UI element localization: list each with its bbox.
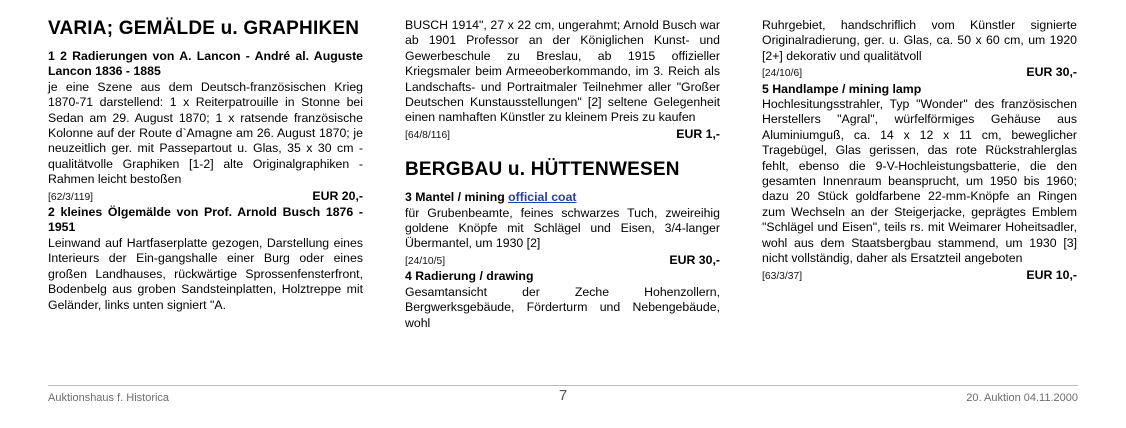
lot-price-5: EUR 10,-: [1026, 267, 1077, 282]
lot-description-1: je eine Szene aus dem Deutsch-französischen Krieg 1870-71 darstellend: 1 x Reiterpatrouille in Stonne bei Sedan am 29. August 1870; 1 x ratsende französische Kolonne auf der Route d`Amagne am 26. August 1870; je neuzeitlich ger. mit Passepartout u. Glas, 35 x 30 cm - qualitätvolle Graphiken [1-2] alte Originalgraphiken - Rahmen leicht bestoßen: [48, 79, 363, 187]
footer-divider: [48, 385, 1078, 386]
lot-description-2: Leinwand auf Hartfaserplatte gezogen, Darstellung eines Interieurs der Ein-gangshalle einer Burg oder eines großen Landhauses, rückwärtige Sprossenfensterfront, Bodenbelg aus groben Sandsteinplatten, Holztreppe mit Geländer, links unten signiert "A.: [48, 235, 363, 312]
lot-price-4: EUR 30,-: [1026, 65, 1077, 80]
lot-reference-4: [24/10/6]: [762, 68, 803, 80]
footer-content: [48, 392, 1078, 404]
lot-reference-2: [64/8/116]: [405, 129, 451, 141]
lot-title-1: 1 2 Radierungen von A. Lancon - André al. Auguste Lancon 1836 - 1885: [48, 49, 363, 79]
lot-price-1: EUR 20,-: [312, 188, 363, 203]
text-columns: [48, 18, 1078, 370]
column-1: [48, 18, 363, 370]
lot-price-3: EUR 30,-: [669, 252, 720, 267]
lot-reference-1: [62/3/119]: [48, 191, 94, 203]
lot-title-4: 4 Radierung / drawing: [405, 269, 534, 284]
lot-title-3: [405, 190, 720, 205]
lot-title-5: 5 Handlampe / mining lamp: [762, 81, 922, 96]
section-heading-bergbau: BERGBAU u. HÜTTENWESEN: [405, 159, 680, 181]
lot-price-row-1: [48, 189, 363, 205]
lot-description-4: Gesamtansicht der Zeche Hohenzollern, Bergwerksgebäude, Förderturm und Nebengebäude, wohl: [405, 284, 720, 330]
lot-price-row-4: [762, 65, 1077, 81]
page-footer: [48, 385, 1078, 411]
lot-description-4-continued: Ruhrgebiet, handschriflich vom Künstler signierte Originalradierung, ger. u. Glas, ca. 50 x 60 cm, um 1920 [2+] dekorativ und qualitätvoll: [762, 18, 1077, 63]
lot-price-row-2: [405, 127, 720, 143]
lot-title-3-link[interactable]: official coat: [508, 190, 577, 205]
lot-description-3: für Grubenbeamte, feines schwarzes Tuch, zweireihig goldene Knöpfe mit Schlägel und Eisen, 3/4-langer Übermantel, um 1930 [2]: [405, 205, 720, 251]
lot-price-row-5: [762, 268, 1077, 284]
lot-title-2: 2 kleines Ölgemälde von Prof. Arnold Busch 1876 - 1951: [48, 205, 363, 235]
footer-right-text: 20. Auktion 04.11.2000: [966, 392, 1078, 404]
section-heading-varia: VARIA; GEMÄLDE u. GRAPHIKEN: [48, 18, 360, 39]
footer-left-text: Auktionshaus f. Historica: [48, 392, 170, 404]
lot-reference-3: [24/10/5]: [405, 255, 446, 267]
lot-price-2: EUR 1,-: [676, 126, 720, 141]
lot-reference-5: [63/3/37]: [762, 270, 803, 282]
lot-title-3-text: 3 Mantel / mining: [405, 190, 509, 205]
lot-price-row-3: [405, 253, 720, 269]
column-3: [762, 18, 1077, 370]
lot-description-5: Hochlesitungsstrahler, Typ "Wonder" des französischen Herstellers "Agral", würfelförmiges Gehäuse aus Aluminiumguß, ca. 14 x 12 x 11 cm, beweglicher Tragebügel, Glas gerissen, das rote Rückstrahlerglas fehlt, ebenso die 9-V-Hochleistungsbatterie, die den gesamten Innenraum beansprucht, um 1950 bis 1960; dazu 20 Stück goldfarbene 22-mm-Knöpfe an Ringen zum Wechseln an der Steigerjacke, geprägtes Emblem "Schlägel und Eisen", teils rs. mit Weimarer Hoheitsadler, wohl aus dem Staatsbergbau stammend, um 1930 [3] nicht vollständig, daher als Ersatzteil angeboten: [762, 97, 1077, 266]
lot-description-2-continued: BUSCH 1914", 27 x 22 cm, ungerahmt; Arnold Busch war ab 1901 Professor an der Königlichen Kunst- und Gewerbeschule zu Breslau, ab 1915 offizieller Kriegsmaler beim Armeeoberkommando, im 3. Reich als Landschafts- und Portraitmaler Teilnehmer aller "Großer Deutschen Kunstausstellungen" [2] seltene Gelegenheit einen namhaften Künstler zu kleinem Preis zu kaufen: [405, 18, 720, 125]
page-number: 7: [558, 387, 568, 404]
column-2: [405, 18, 720, 370]
